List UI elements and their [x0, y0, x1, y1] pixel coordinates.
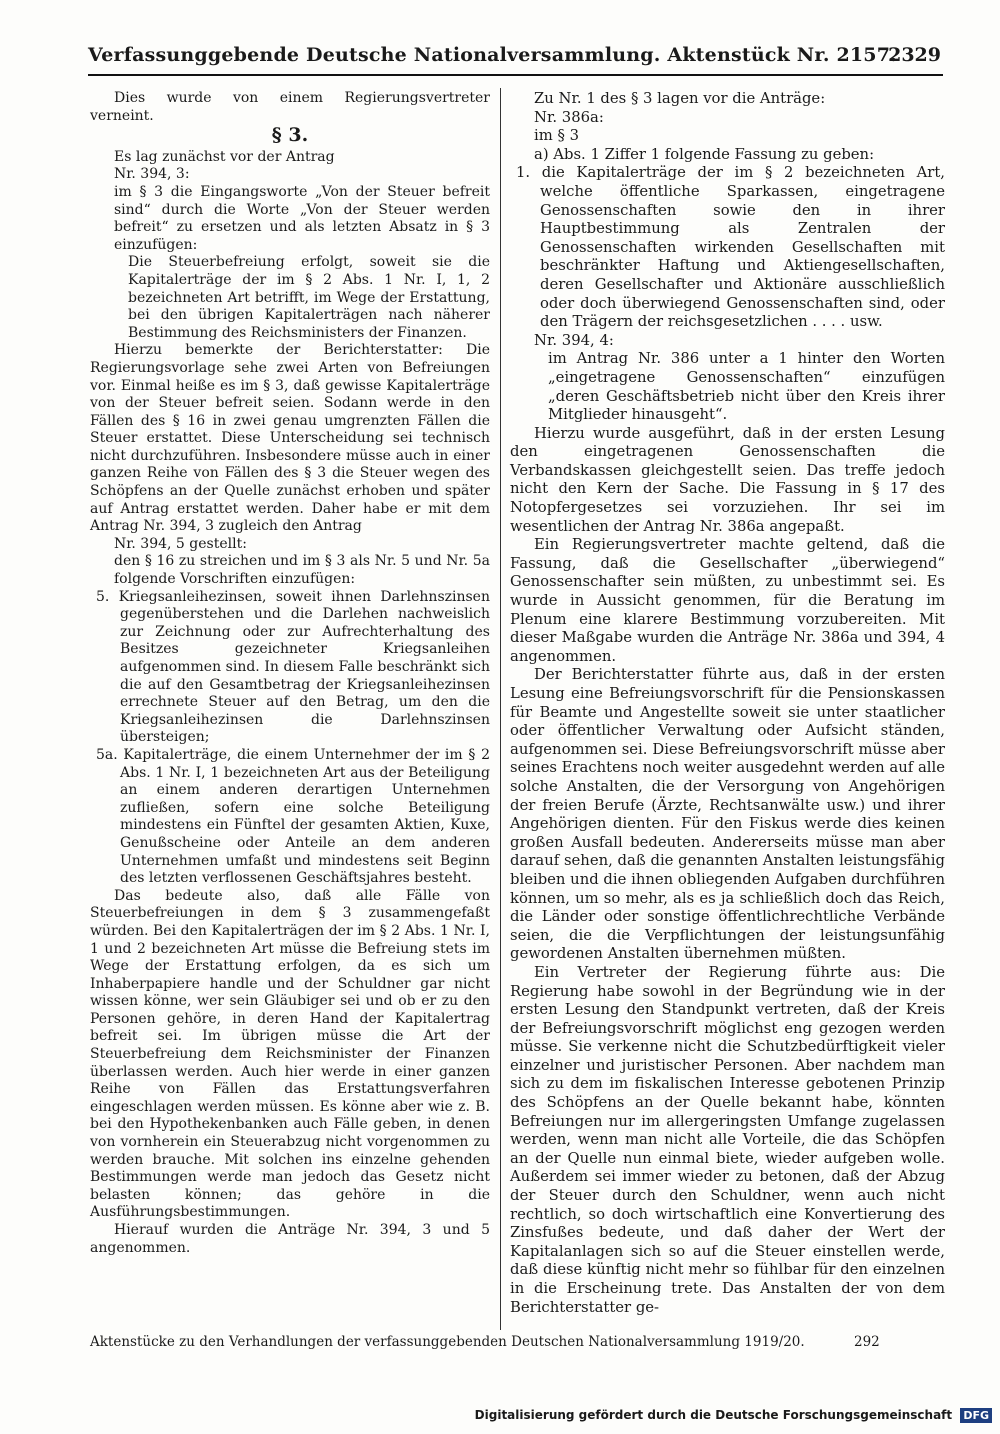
paragraph: Das bedeute also, daß alle Fälle von Steuerbefreiungen in dem § 3 zusammengefaßt würden. Bei den Kapitalerträgen der im § 2 Abs. 1 Nr. I, 1 und 2 bezeichneten Art müsse die Befreiung stets im Wege der Erstattung erfolgen, da es sich um Inhaberpapiere handle und der Schuldner gar nicht wissen könne, wer sein Gläubiger sei und ob er zu den Personen gehöre, in deren Hand der Kapitalertrag befreit sei. Im übrigen müsse die Art der Steuerbefreiung dem Reichsminister der Finanzen überlassen werden. Auch hier werde in einer ganzen Reihe von Fällen das Erstattungsverfahren eingeschlagen werden müssen. Es könne aber wie z. B. bei den Hypothekenbanken auch Fälle geben, in denen von vornherein ein Steuerabzug nicht vorgenommen zu werden brauche. Mit solchen ins einzelne gehenden Bestimmungen werde man jedoch das Gesetz nicht belasten können; das gehöre in die Ausführungsbestimmungen. [90, 887, 490, 1221]
paragraph: Der Berichterstatter führte aus, daß in der ersten Lesung eine Befreiungsvorschrift für die Pensionskassen für Beamte und Angestellte soweit sie unter staatlicher oder öffentlicher Verwaltung oder Aufsicht ständen, aufgenommen sei. Diese Befreiungsvorschrift müsse aber seines Erachtens noch weiter ausgedehnt werden auf alle solche Anstalten, die der Versorgung von Angehörigen der freien Berufe (Ärzte, Rechtsanwälte usw.) und ihrer Angehörigen dienten. Für den Fiskus werde dies keinen großen Ausfall bedeuten. Andererseits müsse man aber darauf sehen, daß die genannten Anstalten leistungsfähig bleiben und die ihnen obliegenden Aufgaben durchführen können, um so mehr, als es ja schließlich doch das Reich, die Länder oder sonstige öffentlichrechtliche Verbände seien, die die Verpflichtungen der leistungsunfähig gewordenen Anstalten übernehmen müßten. [510, 666, 945, 963]
credit-text: Digitalisierung gefördert durch die Deutsche Forschungsgemeinschaft [474, 1408, 953, 1422]
digitization-credit [475, 1408, 992, 1423]
paragraph: Es lag zunächst vor der Antrag [114, 148, 335, 165]
footer-text: Aktenstücke zu den Verhandlungen der verfassunggebenden Deutschen Nationalversammlung 1919/20. [90, 1334, 805, 1350]
paragraph: Zu Nr. 1 des § 3 lagen vor die Anträge: [534, 90, 826, 107]
paragraph: Hierzu wurde ausgeführt, daß in der ersten Lesung den eingetragenen Genossenschaften die Verbandskassen gleichgestellt seien. Das treffe jedoch nicht den Kern der Sache. Die Fassung in § 17 des Notopfergesetzes sei vorzuziehen. Ihr sei im wesentlichen der Antrag Nr. 386a angepaßt. [510, 424, 945, 535]
column-divider [500, 88, 501, 1330]
paragraph: Die Steuerbefreiung erfolgt, soweit sie die Kapitalerträge der im § 2 Abs. 1 Nr. I, 1, 2 bezeichneten Art betrifft, im Wege der Erstattung, bei den übrigen Kapitalerträgen nach näherer Bestimmung des Reichsministers der Finanzen. [128, 254, 490, 341]
paragraph: Hierzu bemerkte der Berichterstatter: Die Regierungsvorlage sehe zwei Arten von Befreiungen vor. Einmal heiße es im § 3, daß gewisse Kapitalerträge von der Steuer befreit seien. Sodann werde in den Fällen des § 16 in zwei genau umgrenzten Fällen die Steuer erstattet. Diese Unterscheidung sei technisch nicht durchzuführen. Insbesondere müsse auch in einer ganzen Reihe von Fällen des § 3 die Steuer wegen des Schöpfens an der Quelle zunächst erhoben und später auf Antrag erstattet werden. Daher habe er mit dem Antrag Nr. 394, 3 zugleich den Antrag [90, 342, 490, 535]
right-column [510, 90, 945, 1317]
paragraph: im § 3 die Eingangsworte „Von der Steuer befreit sind“ durch die Worte „Von der Steuer werden befreit“ zu ersetzen und als letzten Absatz in § 3 einzufügen: [114, 183, 490, 253]
paragraph: Nr. 394, 3: [114, 166, 190, 183]
sheet-number: 292 [854, 1334, 880, 1350]
left-column [90, 90, 490, 1257]
paragraph: Nr. 394, 4: [534, 331, 614, 349]
paragraph: Ein Vertreter der Regierung führte aus: Die Regierung habe sowohl in der Begründung wie in der ersten Lesung den Standpunkt vertreten, daß der Kreis der Befreiungsvorschrift möglichst eng gezogen werden müsse. Sie verkenne nicht die Schutzbedürftigkeit vieler einzelner und juristischer Personen. Aber nachdem man sich zu dem im fiskalischen Interesse gebotenen Prinzip des Schöpfens an der Quelle bekannt habe, könnten Befreiungen nur im allergeringsten Umfange zugelassen werden, wenn man nicht alle Vorteile, die das Schöpfen an der Quelle nun einmal biete, wieder aufgeben wolle. Außerdem sei immer wieder zu betonen, daß der Abzug der Steuer durch den Schuldner, wenn auch nicht rechtlich, so doch wirtschaftlich eine Konvertierung des Zinsfußes bedeute, und daß daher der Wert der Kapitalanlagen sich so auf die Steuer einstellen werde, daß diese künftig nicht mehr so fühlbar für den einzelnen in die Erscheinung trete. Das Anstalten der von dem Berichterstatter ge- [510, 963, 945, 1316]
paragraph: Hierauf wurden die Anträge Nr. 394, 3 und 5 angenommen. [90, 1222, 490, 1256]
paragraph: den § 16 zu streichen und im § 3 als Nr. 5 und Nr. 5a folgende Vorschriften einzufügen: [114, 553, 490, 588]
page-footer [90, 1334, 930, 1350]
paragraph: Nr. 394, 5 gestellt: [114, 535, 247, 552]
paragraph: im § 3 [534, 127, 579, 145]
paragraph: 1. die Kapitalerträge der im § 2 bezeichneten Art, welche öffentliche Sparkassen, eingetragene Genossenschaften sowie den in ihrer Hauptbestimmung als Zentralen der Genossenschaften wirkenden Gesellschaften mit beschränkter Haftung und Aktiengesellschaften, deren Gesellschafter und Aktionäre ausschließlich oder doch überwiegend Genossenschaften sind, oder den Trägern der reichsgesetzlichen . . . . usw. [516, 164, 945, 331]
paragraph: Nr. 386a: [534, 108, 604, 126]
paragraph: im Antrag Nr. 386 unter a 1 hinter den Worten „eingetragene Genossenschaften“ einzufügen „deren Geschäftsbetrieb nicht über den Kreis ihrer Mitglieder hinausgeht“. [548, 350, 945, 424]
header-title: Verfassunggebende Deutsche Nationalversammlung. Aktenstück Nr. 2157. [88, 44, 897, 66]
page-header [88, 42, 943, 76]
paragraph: 5a. Kapitalerträge, die einem Unternehmer der im § 2 Abs. 1 Nr. I, 1 bezeichneten Art aus der Beteiligung an einem anderen derartigen Unternehmen zufließen, sofern eine solche Beteiligung mindestens ein Fünftel der gesamten Aktien, Kuxe, Genußscheine oder Anteile an dem anderen Unternehmen umfaßt und mindestens seit Beginn des letzten verflossenen Geschäftsjahres besteht. [96, 746, 490, 887]
paragraph: a) Abs. 1 Ziffer 1 folgende Fassung zu geben: [534, 145, 875, 163]
paragraph: 5. Kriegsanleihezinsen, soweit ihnen Darlehnszinsen gegenüberstehen und die Darlehen nachweislich zur Zeichnung oder zur Aufrechterhaltung des Besitzes gezeichneter Kriegsanleihen aufgenommen sind. In diesem Falle beschränkt sich die auf den Gesamtbetrag der Kriegsanleihezinsen errechnete Steuer auf den Betrag, um den die Kriegsanleihezinsen die Darlehnszinsen übersteigen; [96, 588, 490, 746]
paragraph: Ein Regierungsvertreter machte geltend, daß die Fassung, daß die Gesellschafter „überwiegend“ Genossenschafter sein müßten, zu unbestimmt sei. Es wurde in Aussicht genommen, für die Beratung im Plenum eine klarere Bestimmung vorzubereiten. Mit dieser Maßgabe wurden die Anträge Nr. 386a und 394, 4 angenommen. [510, 536, 945, 665]
page-number: 2329 [888, 44, 941, 66]
paragraph: Dies wurde von einem Regierungsvertreter verneint. [90, 90, 490, 124]
section-heading: § 3. [271, 124, 309, 147]
dfg-logo: DFG [960, 1408, 992, 1423]
